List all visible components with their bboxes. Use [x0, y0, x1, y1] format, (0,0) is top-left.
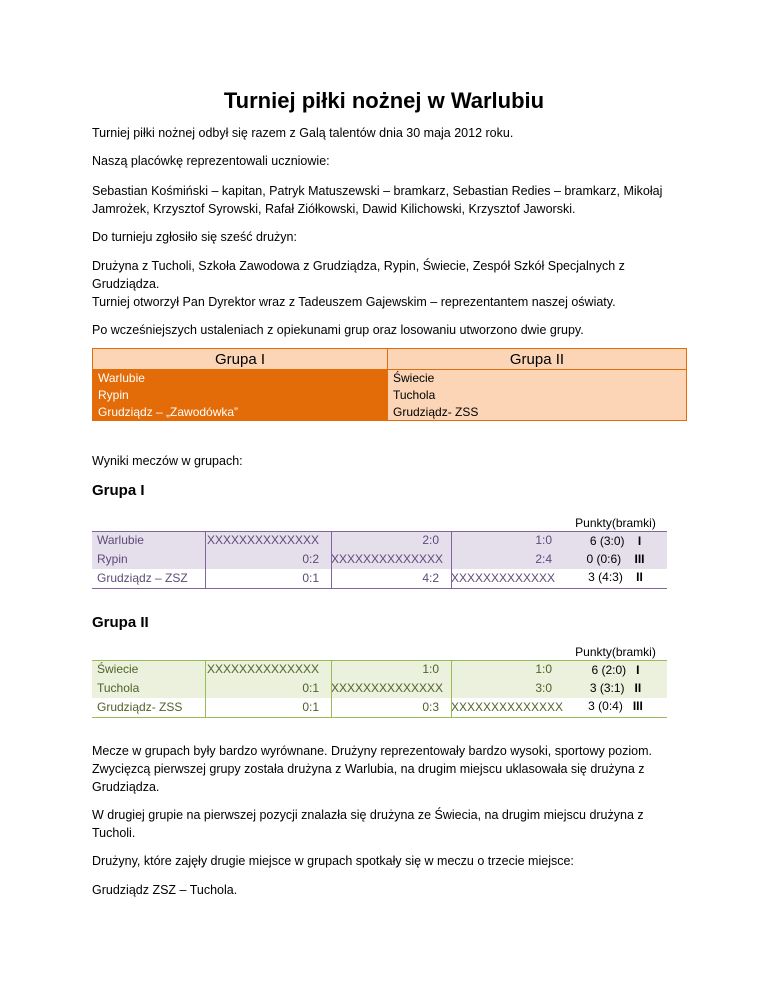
results-table-group-1: [92, 512, 667, 585]
score-cell: 2:4: [535, 552, 552, 566]
team-name: Tuchola: [97, 681, 140, 695]
group-2-team: Grudziądz- ZSS: [387, 404, 687, 421]
points-entry: [564, 661, 667, 679]
paragraph-opening: Turniej otworzył Pan Dyrektor wraz z Tadeuszem Gajewskim – reprezentantem naszej oświaty.: [92, 295, 616, 309]
rank-value: III: [634, 552, 645, 566]
paragraph-third-place-intro: Drużyny, które zajęły drugie miejsce w grupach spotkały się w meczu o trzecie miejsce:: [92, 854, 574, 868]
paragraph-teams-intro: Do turnieju zgłosiło się sześć drużyn:: [92, 230, 297, 244]
table-divider: [331, 660, 332, 718]
document-title: Turniej piłki nożnej w Warlubiu: [223, 88, 545, 113]
score-cell: XXXXXXXXXXXXXX: [451, 700, 564, 714]
score-cell: 0:1: [302, 681, 319, 695]
team-name: Rypin: [97, 552, 128, 566]
paragraph-date: Turniej piłki nożnej odbył się razem z Galą talentów dnia 30 maja 2012 roku.: [92, 126, 514, 140]
score-cell: XXXXXXXXXXXXXX: [331, 681, 444, 695]
points-entry: [564, 697, 667, 715]
score-cell: 2:0: [422, 533, 439, 547]
team-name: Grudziądz- ZSS: [97, 700, 183, 714]
table-divider: [451, 660, 452, 718]
group-2-team: Świecie: [387, 370, 687, 387]
points-header: Punkty(bramki): [575, 645, 656, 659]
paragraph-group-summary: Mecze w grupach były bardzo wyrównane. Drużyny reprezentowały bardzo wysoki, sportowy poziom. Zwycięzcą pierwszej grupy została drużyna z Warlubia, na drugim miejscu uklasowała się drużyna z Grudziądza.: [92, 744, 652, 794]
score-cell: XXXXXXXXXXXXXX: [206, 662, 319, 676]
points-value: 3 (0:4): [588, 699, 623, 713]
rank-value: I: [637, 534, 642, 548]
score-cell: 0:2: [302, 552, 319, 566]
team-name: Warlubie: [97, 533, 144, 547]
paragraph-groups-intro: Po wcześniejszych ustaleniach z opiekunami grup oraz losowaniu utworzono dwie grupy.: [92, 323, 584, 337]
table-divider: [205, 531, 206, 589]
score-cell: XXXXXXXXXXXXXX: [206, 533, 319, 547]
group-2-header: Grupa II: [387, 348, 687, 370]
paragraph-teams-list: Drużyna z Tucholi, Szkoła Zawodowa z Grudziądza, Rypin, Świecie, Zespół Szkół Specjalnych z Grudziądza.: [92, 259, 625, 291]
results-group-1-heading: Grupa I: [92, 482, 145, 499]
group-2-team: Tuchola: [387, 387, 687, 404]
table-divider: [451, 531, 452, 589]
score-cell: 0:3: [422, 700, 439, 714]
results-group-2-heading: Grupa II: [92, 614, 149, 631]
points-column: [564, 643, 667, 718]
points-column: [564, 514, 667, 589]
rank-value: II: [636, 570, 643, 584]
rank-value: II: [634, 681, 642, 695]
group-1-team: Rypin: [92, 387, 387, 404]
group-1-column: [92, 348, 387, 422]
results-table-group-2: [92, 641, 667, 714]
score-cell: 1:0: [422, 662, 439, 676]
score-cell: 1:0: [535, 662, 552, 676]
group-1-team: Grudziądz – „Zawodówka”: [92, 404, 387, 421]
group-2-column: [387, 348, 687, 422]
score-cell: 0:1: [302, 571, 319, 585]
table-divider: [331, 531, 332, 589]
paragraph-group-2-summary: W drugiej grupie na pierwszej pozycji znalazła się drużyna ze Świecia, na drugim miejscu drużyna z Tucholi.: [92, 808, 644, 840]
points-value: 0 (0:6): [586, 552, 622, 566]
points-value: 3 (4:3): [588, 570, 623, 584]
paragraph-results-intro: Wyniki meczów w grupach:: [92, 454, 243, 468]
table-divider: [205, 660, 206, 718]
groups-table: [92, 348, 687, 422]
score-cell: 1:0: [535, 533, 552, 547]
team-name: Grudziądz – ZSZ: [97, 571, 188, 585]
score-cell: 3:0: [535, 681, 552, 695]
score-cell: 4:2: [422, 571, 439, 585]
rank-value: III: [632, 699, 643, 713]
score-cell: 0:1: [302, 700, 319, 714]
score-cell: XXXXXXXXXXXXXX: [331, 552, 444, 566]
group-1-header: Grupa I: [92, 348, 387, 370]
group-1-team: Warlubie: [92, 370, 387, 387]
paragraph-players: Sebastian Kośmiński – kapitan, Patryk Matuszewski – bramkarz, Sebastian Redies – bramkarz, Mikołaj Jamrożek, Krzysztof Syrowski, Rafał Ziółkowski, Dawid Kilichowski, Krzysztof Jaworski.: [92, 184, 663, 216]
paragraph-third-place-match: Grudziądz ZSZ – Tuchola.: [92, 883, 238, 897]
paragraph-representatives-intro: Naszą placówkę reprezentowali uczniowie:: [92, 154, 330, 168]
points-value: 3 (3:1): [589, 681, 625, 695]
points-entry: [564, 532, 667, 550]
points-entry: [564, 679, 667, 697]
team-name: Świecie: [97, 662, 139, 676]
points-value: 6 (3:0): [589, 534, 625, 548]
score-cell: XXXXXXXXXXXXX: [451, 571, 556, 585]
points-entry: [564, 550, 667, 568]
rank-value: I: [636, 663, 640, 677]
points-value: 6 (2:0): [591, 663, 627, 677]
points-header: Punkty(bramki): [575, 516, 656, 530]
points-entry: [564, 568, 667, 586]
